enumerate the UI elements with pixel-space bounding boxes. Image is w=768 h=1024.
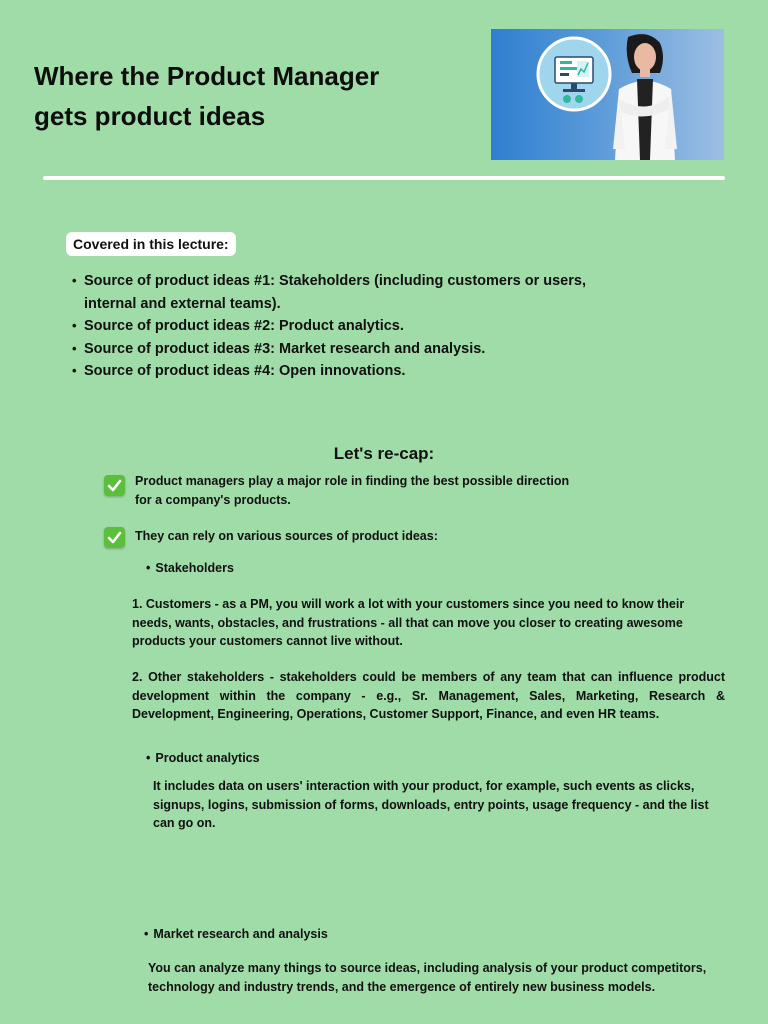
hero-illustration <box>491 29 724 160</box>
other-stakeholders-paragraph: 2. Other stakeholders - stakeholders could be members of any team that can influence product development within the company - e.g., Sr. Management, Sales, Marketing, Research & Development, Engineering, Operations, Customer Support, Finance, and even HR teams. <box>132 670 725 721</box>
market-bullet <box>144 927 328 941</box>
title-line-2: gets product ideas <box>34 101 266 131</box>
recap-point-1-line-1: Product managers play a major role in finding the best possible direction <box>135 474 570 488</box>
checkmark-icon <box>104 475 125 496</box>
covered-list <box>70 270 690 383</box>
title-line-1: Where the Product Manager <box>34 61 380 91</box>
list-item: • Source of product ideas #1: Stakeholders (including customers or users, internal and external teams). <box>70 270 630 315</box>
hero-image <box>491 29 724 160</box>
list-item: • Source of product ideas #4: Open innovations. <box>70 360 690 383</box>
presenter-photo <box>613 34 677 160</box>
bullet-dot: • <box>146 561 151 575</box>
recap-heading: Let's re-cap: <box>333 444 435 463</box>
analytics-bullet <box>146 751 260 765</box>
checkmark-icon <box>104 527 125 548</box>
analytics-paragraph: It includes data on users' interaction with your product, for example, such events as clicks, signups, logins, submission of forms, downloads, entry points, usage frequency - and the list can go on. <box>153 779 709 830</box>
bullet-dot: • <box>144 927 149 941</box>
list-item: • Source of product ideas #2: Product analytics. <box>70 315 690 338</box>
market-paragraph: You can analyze many things to source ideas, including analysis of your product competitors, technology and industry trends, and the emergence of entirely new business models. <box>148 961 707 994</box>
divider <box>43 176 725 180</box>
recap-point-1 <box>135 472 655 509</box>
customers-paragraph: 1. Customers - as a PM, you will work a lot with your customers since you need to know their needs, wants, obstacles, and frustrations - all that can move you closer to creating awesome products your customers cannot live without. <box>132 597 685 648</box>
list-item: • Source of product ideas #3: Market research and analysis. <box>70 338 690 361</box>
stakeholders-label: Stakeholders <box>155 561 234 575</box>
page-title <box>34 56 474 136</box>
market-label: Market research and analysis <box>153 927 328 941</box>
covered-label: Covered in this lecture: <box>66 232 236 256</box>
recap-point-1-line-2: for a company's products. <box>135 492 291 507</box>
bullet-dot: • <box>146 751 151 765</box>
analytics-label: Product analytics <box>155 751 260 765</box>
stakeholders-bullet <box>146 561 234 575</box>
recap-point-2: They can rely on various sources of product ideas: <box>135 529 438 543</box>
